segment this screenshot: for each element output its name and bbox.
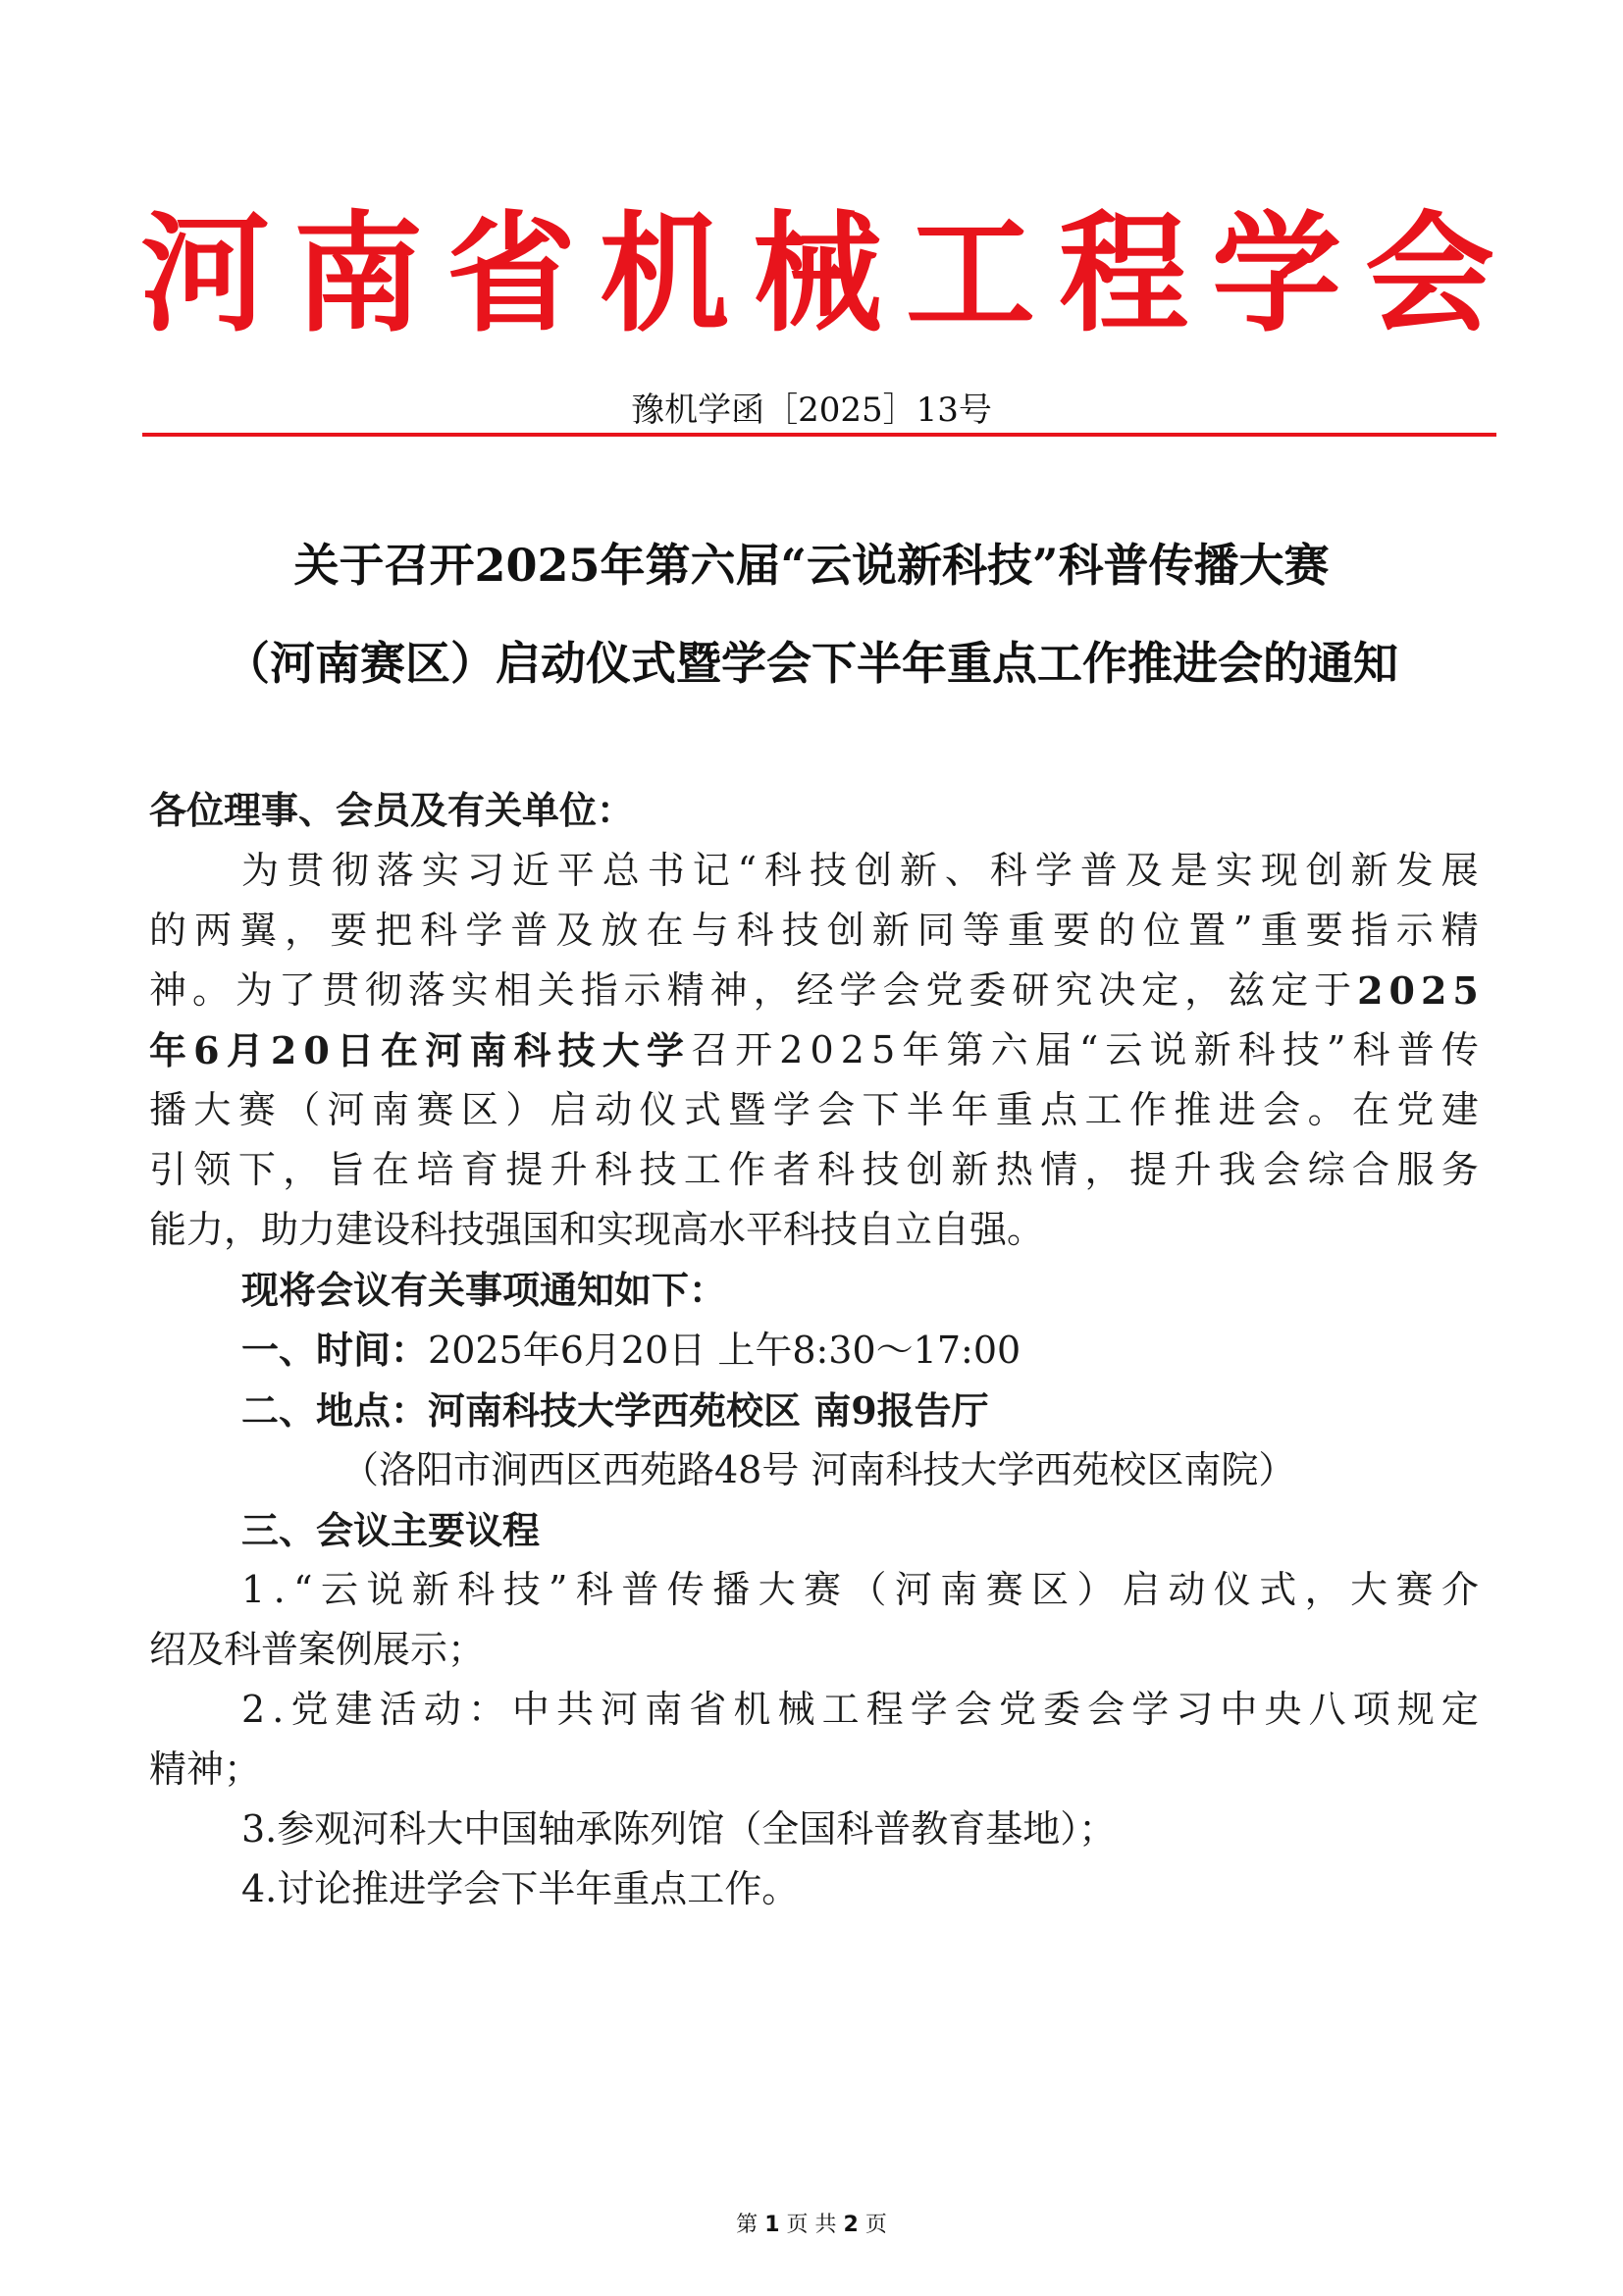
agenda-item-continued: 绍及科普案例展示； [149, 1628, 486, 1671]
place-value: 河南科技大学西苑校区 南9报告厅 [428, 1388, 989, 1433]
notice-title-line1: 关于召开2025年第六届“云说新科技”科普传播大赛 [293, 539, 1330, 592]
document-number: 豫机学函［2025］13号 [631, 391, 992, 430]
time-label: 一、时间： [241, 1328, 429, 1372]
salutation: 各位理事、会员及有关单位： [149, 788, 635, 832]
place-label: 二、地点： [241, 1388, 429, 1433]
organization-header [140, 198, 1494, 350]
agenda-item: 2 . 党 建 活 动 ： 中 共 河 南 省 机 械 工 程 学 会 党 委 会 学 习 中 央 八 项 规 定 [241, 1688, 1479, 1731]
time-line [149, 1320, 1479, 1381]
org-name-char: 会 [1365, 198, 1494, 350]
paragraph-line: 年 6 月 2 0 日 在 河 南 科 技 大 学 召 开 2 0 2 5 年 第 六 届 “ 云 说 新 科 技 ” 科 普 传 [149, 1028, 1479, 1072]
place-line [149, 1381, 1479, 1440]
page-footer [0, 2208, 1623, 2238]
paragraph-line: 神 。 为 了 贯 彻 落 实 相 关 指 示 精 神 ， 经 学 会 党 委 研 究 决 定 ， 兹 定 于 2 0 2 5 [149, 968, 1479, 1013]
paragraph-line: 能力，助力建设科技强国和实现高水平科技自立自强。 [149, 1208, 1045, 1251]
org-name-char: 工 [906, 198, 1035, 350]
footer-prefix: 第 [736, 2213, 759, 2237]
agenda-item: 1 . “ 云 说 新 科 技 ” 科 普 传 播 大 赛 （ 河 南 赛 区 ） 启 动 仪 式 ， 大 赛 介 [241, 1568, 1479, 1611]
intro-line: 现将会议有关事项通知如下： [241, 1268, 727, 1312]
org-name-char: 程 [1059, 198, 1188, 350]
org-name-char: 河 [140, 198, 270, 350]
org-name-char: 机 [600, 198, 729, 350]
org-name-char: 南 [293, 198, 423, 350]
footer-middle: 页 共 [786, 2213, 837, 2237]
org-name-char: 学 [1212, 198, 1341, 350]
notice-title-line2: （河南赛区）启动仪式暨学会下半年重点工作推进会的通知 [225, 637, 1398, 690]
footer-suffix: 页 [864, 2213, 887, 2237]
agenda-item: 4.讨论推进学会下半年重点工作。 [241, 1867, 800, 1910]
org-name-char: 省 [446, 198, 576, 350]
agenda-heading: 三、会议主要议程 [241, 1508, 541, 1552]
time-value: 2025年6月20日 上午8:30～17:00 [428, 1329, 1021, 1372]
paragraph-line: 播 大 赛 （ 河 南 赛 区 ） 启 动 仪 式 暨 学 会 下 半 年 重 点 工 作 推 进 会 。 在 党 建 [149, 1088, 1479, 1131]
agenda-item-continued: 精神； [149, 1748, 262, 1791]
agenda-item: 3.参观河科大中国轴承陈列馆（全国科普教育基地）； [241, 1807, 1117, 1851]
address-line: （洛阳市涧西区西苑路48号 河南科技大学西苑校区南院） [341, 1448, 1296, 1491]
paragraph-line: 为 贯 彻 落 实 习 近 平 总 书 记 “ 科 技 创 新 、 科 学 普 及 是 实 现 创 新 发 展 [241, 849, 1479, 892]
paragraph-line: 引 领 下 ， 旨 在 培 育 提 升 科 技 工 作 者 科 技 创 新 热 情 ， 提 升 我 会 综 合 服 务 [149, 1148, 1479, 1191]
red-divider [142, 433, 1496, 437]
paragraph-line: 的 两 翼 ， 要 把 科 学 普 及 放 在 与 科 技 创 新 同 等 重 要 的 位 置 ” 重 要 指 示 精 [149, 909, 1479, 952]
current-page-number: 1 [764, 2213, 780, 2237]
main-paragraph [149, 841, 1479, 1919]
org-name-char: 械 [753, 198, 882, 350]
total-page-number: 2 [843, 2213, 859, 2237]
